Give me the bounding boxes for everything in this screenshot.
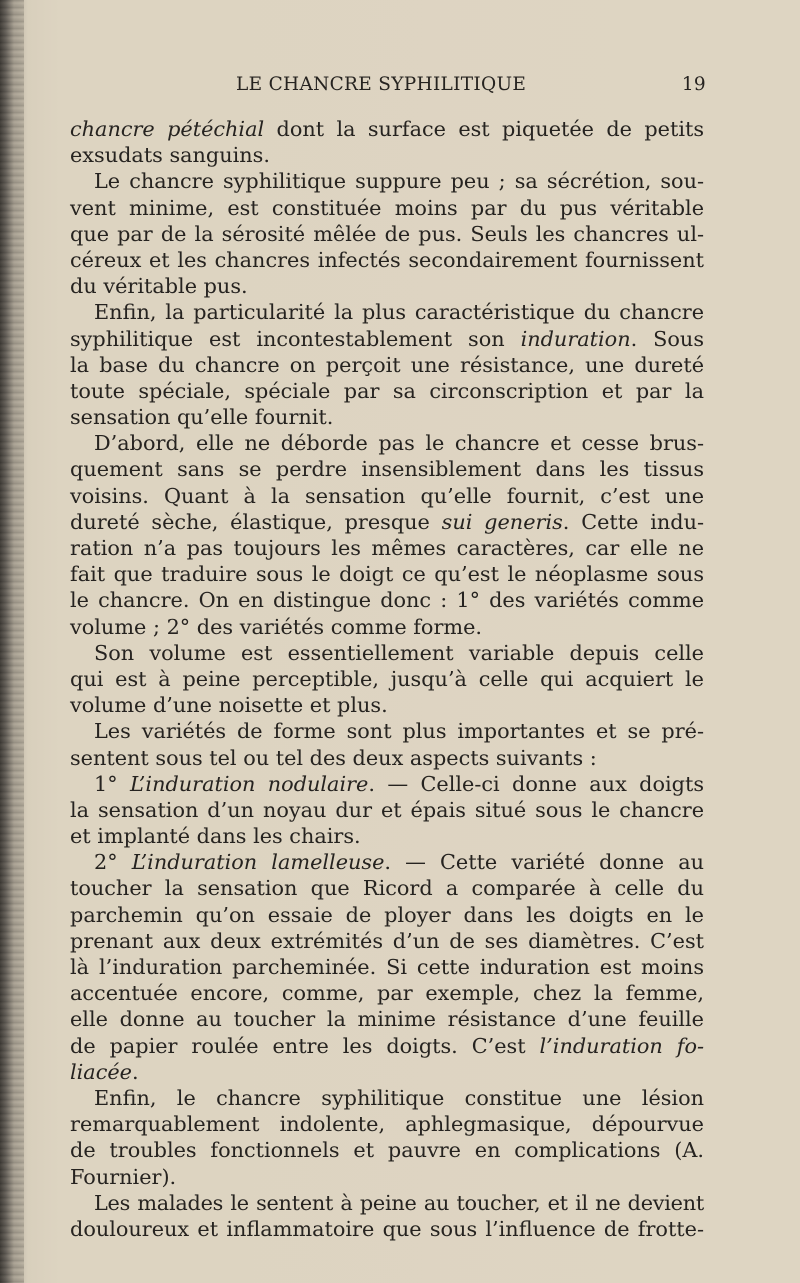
text-segment: toute spéciale, spéciale par sa circonscription et par la bbox=[70, 378, 704, 403]
text-line bbox=[70, 1137, 704, 1163]
text-segment: . — Celle-ci donne aux doigts bbox=[368, 771, 704, 796]
text-line bbox=[70, 483, 704, 509]
text-line bbox=[70, 797, 704, 823]
text-line bbox=[70, 273, 704, 299]
italic-text: L’induration nodulaire bbox=[129, 771, 369, 796]
text-segment: le chancre. On en distingue donc : 1° des variétés comme bbox=[70, 588, 704, 613]
text-segment: dont la surface est piquetée de petits bbox=[264, 117, 704, 141]
text-line bbox=[70, 142, 704, 168]
text-segment: . — Cette variété donne au bbox=[384, 850, 705, 875]
text-segment: Les variétés de forme sont plus importantes et se pré- bbox=[94, 719, 704, 744]
page-binding-edge bbox=[0, 0, 24, 1283]
text-segment: Enfin, la particularité la plus caractéristique du chancre bbox=[94, 300, 704, 325]
text-line bbox=[70, 561, 704, 587]
text-segment: là l’induration parcheminée. Si cette induration est moins bbox=[70, 955, 704, 979]
text-segment: prenant aux deux extrémités d’un de ses diamètres. C’est bbox=[70, 928, 704, 953]
text-line bbox=[70, 849, 704, 875]
text-segment: volume d’une noisette et plus. bbox=[70, 693, 388, 718]
text-line bbox=[70, 195, 704, 221]
text-line bbox=[70, 221, 704, 247]
italic-text: liacée bbox=[70, 1059, 132, 1084]
text-line bbox=[70, 823, 704, 849]
text-line bbox=[70, 1085, 704, 1111]
text-line bbox=[70, 404, 704, 430]
text-line bbox=[70, 116, 704, 142]
text-line bbox=[70, 247, 704, 273]
text-segment: 1° bbox=[94, 771, 130, 796]
text-line bbox=[70, 875, 704, 901]
text-line bbox=[70, 666, 704, 692]
text-segment: Le chancre syphilitique suppure peu ; sa sécrétion, sou- bbox=[94, 169, 704, 194]
text-segment: sensation qu’elle fournit. bbox=[70, 405, 334, 430]
text-line bbox=[70, 771, 704, 797]
text-segment: voisins. Quant à la sensation qu’elle fournit, c’est une bbox=[70, 483, 704, 508]
text-segment: du véritable pus. bbox=[70, 274, 248, 299]
text-line bbox=[70, 1059, 704, 1085]
text-segment: la base du chancre on perçoit une résistance, une dureté bbox=[70, 352, 704, 377]
text-segment: Les malades le sentent à peine au toucher, et il ne devient bbox=[94, 1190, 704, 1215]
text-line bbox=[70, 928, 704, 954]
text-segment: toucher la sensation que Ricord a comparée à celle du bbox=[70, 876, 704, 901]
text-segment: syphilitique est incontestablement son bbox=[70, 326, 521, 351]
text-line bbox=[70, 352, 704, 378]
text-segment: qui est à peine perceptible, jusqu’à celle qui acquiert le bbox=[70, 666, 704, 691]
text-segment: et implanté dans les chairs. bbox=[70, 824, 361, 849]
text-line bbox=[70, 692, 704, 718]
text-segment: . Sous bbox=[630, 326, 704, 351]
text-segment: exsudats sanguins. bbox=[70, 143, 270, 168]
italic-text: L’induration lamelleuse bbox=[131, 850, 385, 875]
text-line bbox=[70, 326, 704, 352]
text-segment: volume ; 2° des variétés comme forme. bbox=[70, 614, 483, 639]
text-segment: que par de la sérosité mêlée de pus. Seuls les chancres ul- bbox=[70, 221, 704, 246]
text-segment: de troubles fonctionnels et pauvre en complications (A. bbox=[70, 1138, 704, 1163]
page-number: 19 bbox=[681, 74, 706, 95]
italic-text: induration bbox=[520, 326, 631, 351]
text-line bbox=[70, 1006, 704, 1032]
text-segment: elle donne au toucher la minime résistance d’une feuille bbox=[70, 1007, 704, 1032]
text-line bbox=[70, 1033, 704, 1059]
italic-text: sui generis bbox=[441, 509, 563, 534]
text-segment: vent minime, est constituée moins par du pus véritable bbox=[70, 195, 704, 220]
text-line bbox=[70, 299, 704, 325]
text-segment: quement sans se perdre insensiblement dans les tissus bbox=[70, 457, 704, 482]
text-segment: remarquablement indolente, aphlegmasique, dépourvue bbox=[70, 1112, 704, 1137]
text-segment: . bbox=[131, 1059, 139, 1084]
text-line bbox=[70, 1111, 704, 1137]
text-line bbox=[70, 1164, 704, 1190]
italic-text: chancre pétéchial bbox=[70, 117, 265, 141]
running-title: LE CHANCRE SYPHILITIQUE bbox=[236, 74, 527, 95]
text-line bbox=[70, 535, 704, 561]
text-segment: sentent sous tel ou tel des deux aspects suivants : bbox=[70, 745, 597, 770]
text-line bbox=[70, 456, 704, 482]
text-segment: de papier roulée entre les doigts. C’est bbox=[70, 1033, 540, 1058]
text-line bbox=[70, 1216, 704, 1242]
body-text bbox=[70, 116, 704, 1242]
text-segment: Enfin, le chancre syphilitique constitue une lésion bbox=[94, 1085, 704, 1110]
text-line bbox=[70, 640, 704, 666]
text-line bbox=[70, 745, 704, 771]
text-line bbox=[70, 902, 704, 928]
text-segment: céreux et les chancres infectés secondairement fournissent bbox=[70, 247, 704, 272]
text-segment: la sensation d’un noyau dur et épais situé sous le chancre bbox=[70, 797, 704, 822]
text-line bbox=[70, 430, 704, 456]
text-line bbox=[70, 614, 704, 640]
page-header bbox=[236, 74, 706, 100]
text-segment: dureté sèche, élastique, presque bbox=[70, 509, 442, 534]
text-line bbox=[70, 168, 704, 194]
italic-text: l’induration fo- bbox=[539, 1033, 704, 1058]
text-segment: D’abord, elle ne déborde pas le chancre et cesse brus- bbox=[94, 431, 704, 456]
text-line bbox=[70, 587, 704, 613]
text-line bbox=[70, 954, 704, 980]
text-line bbox=[70, 980, 704, 1006]
text-segment: Fournier). bbox=[70, 1164, 177, 1189]
text-segment: Son volume est essentiellement variable depuis celle bbox=[94, 640, 704, 665]
text-line bbox=[70, 378, 704, 404]
text-line bbox=[70, 718, 704, 744]
text-segment: ration n’a pas toujours les mêmes caractères, car elle ne bbox=[70, 536, 704, 560]
text-segment: 2° bbox=[94, 850, 132, 875]
text-segment: douloureux et inflammatoire que sous l’influence de frotte- bbox=[70, 1216, 704, 1241]
text-line bbox=[70, 1190, 704, 1216]
text-segment: accentuée encore, comme, par exemple, chez la femme, bbox=[70, 981, 704, 1006]
text-line bbox=[70, 509, 704, 535]
text-segment: . Cette indu- bbox=[562, 509, 705, 534]
text-segment: parchemin qu’on essaie de ployer dans les doigts en le bbox=[70, 902, 704, 927]
text-segment: fait que traduire sous le doigt ce qu’est le néoplasme sous bbox=[70, 562, 704, 587]
